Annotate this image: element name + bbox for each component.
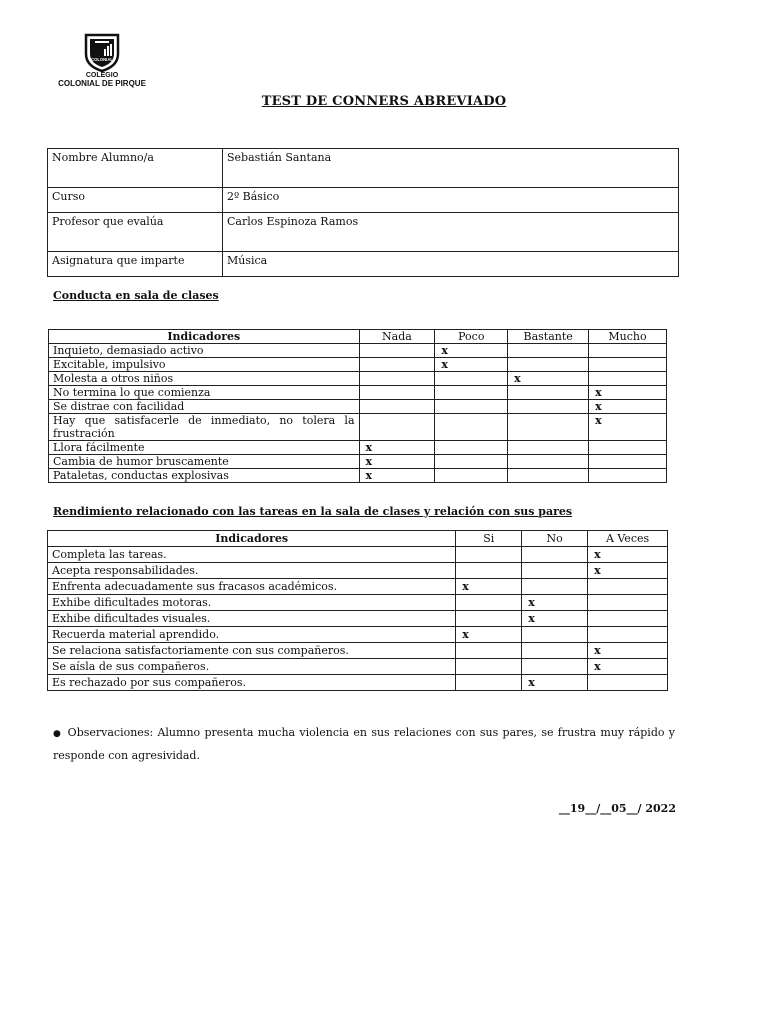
table-row	[49, 414, 667, 441]
mark-cell	[435, 455, 508, 469]
school-name-line1: COLEGIO	[85, 72, 119, 79]
indicator-label: Inquieto, demasiado activo	[49, 344, 360, 358]
indicator-label: Pataletas, conductas explosivas	[49, 469, 360, 483]
table-row	[49, 455, 667, 469]
bullet-icon: ●	[53, 729, 62, 739]
mark-cell	[359, 372, 435, 386]
table-row	[48, 595, 668, 611]
section1-heading: Conducta en sala de clases	[53, 289, 219, 302]
table-row	[49, 386, 667, 400]
mark-cell: x	[508, 372, 589, 386]
mark-cell: x	[589, 414, 667, 441]
info-value: Música	[223, 252, 679, 277]
mark-cell	[522, 579, 588, 595]
section2-heading: Rendimiento relacionado con las tareas en la sala de clases y relación con sus pares	[53, 505, 573, 518]
column-header: Si	[456, 531, 522, 547]
indicator-label: Hay que satisfacerle de inmediato, no tolera la frustración	[49, 414, 360, 441]
indicator-label: Recuerda material aprendido.	[48, 627, 456, 643]
mark-cell	[508, 455, 589, 469]
table-row	[48, 611, 668, 627]
table-row	[49, 469, 667, 483]
mark-cell: x	[522, 675, 588, 691]
mark-cell	[589, 441, 667, 455]
mark-cell	[522, 563, 588, 579]
header-row	[48, 531, 668, 547]
indicator-label: Se relaciona satisfactoriamente con sus compañeros.	[48, 643, 456, 659]
header-row	[49, 330, 667, 344]
table-row	[48, 579, 668, 595]
mark-cell	[456, 563, 522, 579]
mark-cell	[456, 643, 522, 659]
indicator-label: Cambia de humor bruscamente	[49, 455, 360, 469]
mark-cell	[589, 455, 667, 469]
mark-cell	[588, 627, 668, 643]
performance-table	[47, 530, 668, 691]
observations	[53, 722, 675, 767]
mark-cell	[588, 675, 668, 691]
crest-icon	[84, 32, 120, 72]
mark-cell	[588, 579, 668, 595]
column-header: No	[522, 531, 588, 547]
mark-cell	[522, 547, 588, 563]
column-header: A Veces	[588, 531, 668, 547]
mark-cell	[359, 414, 435, 441]
mark-cell	[508, 469, 589, 483]
mark-cell: x	[588, 563, 668, 579]
mark-cell	[508, 441, 589, 455]
indicator-label: Acepta responsabilidades.	[48, 563, 456, 579]
mark-cell	[508, 344, 589, 358]
behavior-table	[48, 329, 667, 483]
mark-cell: x	[589, 386, 667, 400]
info-row	[48, 213, 679, 252]
indicator-label: Completa las tareas.	[48, 547, 456, 563]
column-header: Mucho	[589, 330, 667, 344]
mark-cell	[435, 372, 508, 386]
indicator-label: Se aísla de sus compañeros.	[48, 659, 456, 675]
indicator-label: Exhibe dificultades visuales.	[48, 611, 456, 627]
mark-cell: x	[435, 358, 508, 372]
mark-cell	[522, 627, 588, 643]
mark-cell: x	[359, 455, 435, 469]
indicator-label: No termina lo que comienza	[49, 386, 360, 400]
info-value: Sebastián Santana	[223, 149, 679, 188]
indicator-label: Excitable, impulsivo	[49, 358, 360, 372]
mark-cell: x	[522, 611, 588, 627]
indicator-label: Llora fácilmente	[49, 441, 360, 455]
table-row	[49, 344, 667, 358]
table-row	[48, 547, 668, 563]
info-row	[48, 188, 679, 213]
mark-cell	[456, 659, 522, 675]
mark-cell	[522, 643, 588, 659]
column-header: Bastante	[508, 330, 589, 344]
info-value: Carlos Espinoza Ramos	[223, 213, 679, 252]
mark-cell	[588, 595, 668, 611]
page-title: TEST DE CONNERS ABREVIADO	[261, 94, 507, 109]
indicator-label: Enfrenta adecuadamente sus fracasos académicos.	[48, 579, 456, 595]
mark-cell	[508, 414, 589, 441]
observations-text: Observaciones: Alumno presenta mucha violencia en sus relaciones con sus pares, se frustra muy rápido y responde con agresividad.	[53, 726, 675, 762]
mark-cell	[435, 386, 508, 400]
table-row	[48, 643, 668, 659]
table-row	[48, 659, 668, 675]
mark-cell: x	[522, 595, 588, 611]
mark-cell	[588, 611, 668, 627]
mark-cell	[589, 372, 667, 386]
column-header: Nada	[359, 330, 435, 344]
school-name-line2: COLONIAL DE PIRQUE	[58, 79, 146, 88]
table-row	[48, 675, 668, 691]
table-row	[48, 563, 668, 579]
mark-cell	[359, 386, 435, 400]
info-label: Asignatura que imparte	[48, 252, 223, 277]
student-info-table	[47, 148, 679, 277]
table-row	[49, 441, 667, 455]
mark-cell	[359, 400, 435, 414]
info-label: Profesor que evalúa	[48, 213, 223, 252]
mark-cell: x	[589, 400, 667, 414]
mark-cell	[435, 400, 508, 414]
mark-cell: x	[359, 469, 435, 483]
mark-cell	[359, 358, 435, 372]
info-label: Nombre Alumno/a	[48, 149, 223, 188]
date: __19__/__05__/ 2022	[558, 802, 676, 815]
svg-text:COLONIAL: COLONIAL	[91, 57, 113, 62]
mark-cell: x	[456, 579, 522, 595]
mark-cell: x	[588, 643, 668, 659]
mark-cell	[522, 659, 588, 675]
mark-cell	[435, 441, 508, 455]
mark-cell: x	[588, 659, 668, 675]
mark-cell: x	[435, 344, 508, 358]
mark-cell	[589, 358, 667, 372]
school-logo	[54, 32, 150, 88]
info-value: 2º Básico	[223, 188, 679, 213]
mark-cell	[435, 469, 508, 483]
indicator-label: Se distrae con facilidad	[49, 400, 360, 414]
mark-cell	[456, 611, 522, 627]
column-header: Poco	[435, 330, 508, 344]
table-row	[49, 372, 667, 386]
mark-cell	[359, 344, 435, 358]
info-label: Curso	[48, 188, 223, 213]
mark-cell	[456, 547, 522, 563]
info-row	[48, 149, 679, 188]
column-header: Indicadores	[49, 330, 360, 344]
indicator-label: Es rechazado por sus compañeros.	[48, 675, 456, 691]
mark-cell	[508, 358, 589, 372]
mark-cell	[456, 675, 522, 691]
indicator-label: Exhibe dificultades motoras.	[48, 595, 456, 611]
column-header: Indicadores	[48, 531, 456, 547]
mark-cell	[508, 386, 589, 400]
table-row	[48, 627, 668, 643]
mark-cell: x	[359, 441, 435, 455]
mark-cell: x	[456, 627, 522, 643]
mark-cell	[589, 344, 667, 358]
mark-cell	[435, 414, 508, 441]
mark-cell	[589, 469, 667, 483]
table-row	[49, 358, 667, 372]
mark-cell	[508, 400, 589, 414]
mark-cell: x	[588, 547, 668, 563]
indicator-label: Molesta a otros niños	[49, 372, 360, 386]
table-row	[49, 400, 667, 414]
mark-cell	[456, 595, 522, 611]
info-row	[48, 252, 679, 277]
